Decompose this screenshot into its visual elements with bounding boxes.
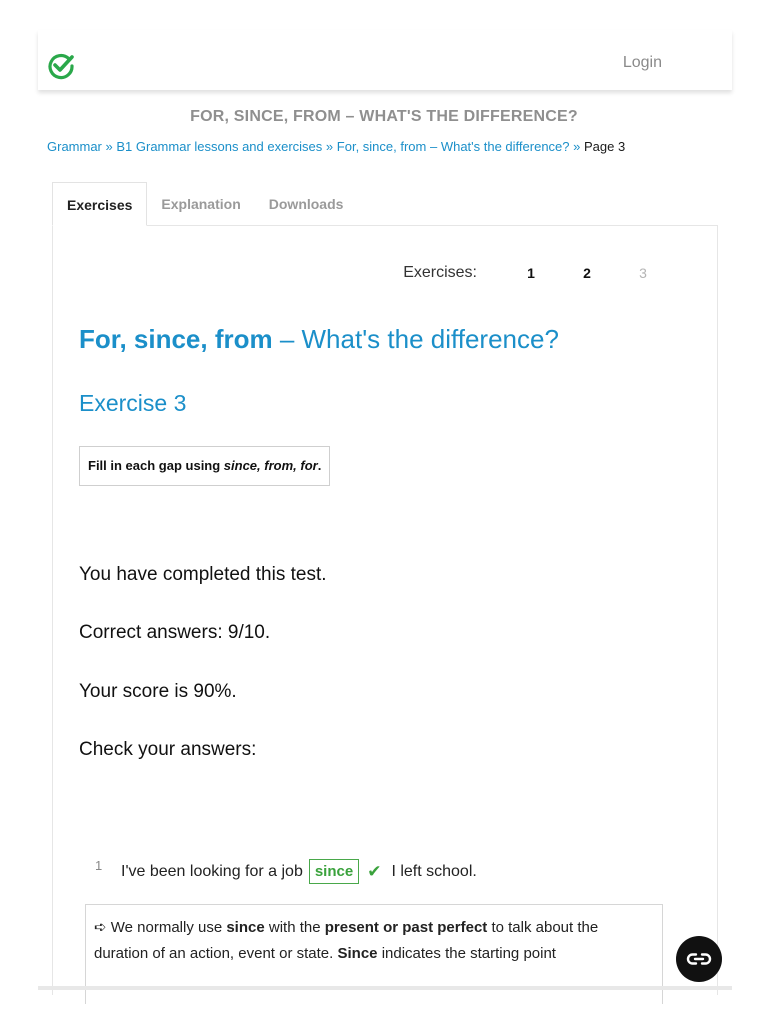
breadcrumb-separator: »: [573, 139, 581, 154]
tab-downloads[interactable]: Downloads: [268, 196, 344, 212]
explanation-text: to talk about the duration of an action, event or state.: [94, 919, 599, 962]
exercise-panel: [52, 225, 718, 995]
breadcrumb-separator: »: [105, 139, 113, 154]
instruction-prefix: Fill in each gap using: [88, 458, 224, 473]
floating-action-button[interactable]: [676, 936, 722, 982]
explanation-bold: present or past perfect: [324, 919, 488, 936]
question-text-after: I left school.: [391, 862, 477, 880]
result-score: Your score is 90%.: [79, 681, 237, 702]
page-title: FOR, SINCE, FROM – WHAT'S THE DIFFERENCE?: [190, 108, 578, 125]
breadcrumb-lesson[interactable]: For, since, from – What's the difference?: [336, 139, 570, 154]
question-number: 1: [95, 858, 103, 873]
explanation-text: indicates the starting point: [377, 945, 556, 962]
breadcrumb-current: Page 3: [584, 139, 626, 154]
breadcrumb: [47, 139, 625, 154]
checkmark-icon: ✔: [367, 861, 382, 881]
result-check: Check your answers:: [79, 739, 257, 760]
explanation-arrow-icon: ➪: [94, 919, 107, 936]
explanation-text: We normally use: [106, 919, 227, 936]
explanation-bold: Since: [337, 945, 378, 962]
exercise-title: Exercise 3: [79, 390, 187, 416]
bottom-divider: [38, 986, 732, 990]
exercise-page-2[interactable]: 2: [583, 265, 591, 281]
exercise-page-1[interactable]: 1: [527, 265, 535, 281]
content-tabs: [52, 182, 357, 226]
tab-explanation[interactable]: Explanation: [161, 196, 241, 212]
explanation-text: with the: [264, 919, 325, 936]
instruction-suffix: .: [317, 458, 322, 473]
exercise-page-3: 3: [639, 265, 647, 281]
lesson-title-bold: For, since, from: [79, 324, 273, 354]
result-completed: You have completed this test.: [79, 564, 327, 585]
infinity-link-icon: [686, 952, 712, 966]
exercise-pagination: [403, 264, 671, 282]
breadcrumb-grammar[interactable]: Grammar: [47, 139, 102, 154]
breadcrumb-separator: »: [325, 139, 334, 154]
login-link[interactable]: Login: [622, 54, 662, 71]
logo-check-circle-icon[interactable]: [46, 50, 76, 80]
result-correct: Correct answers: 9/10.: [79, 622, 271, 643]
tab-exercises[interactable]: Exercises: [52, 182, 147, 226]
site-header: [38, 30, 732, 90]
instruction-box: [79, 446, 330, 486]
question-row: [121, 859, 477, 884]
instruction-words: since, from, for: [223, 458, 318, 473]
lesson-title: [79, 324, 559, 355]
exercise-pagination-label: Exercises:: [403, 264, 477, 281]
answer-box: since: [309, 859, 359, 884]
question-text-before: I've been looking for a job: [121, 862, 303, 880]
breadcrumb-b1-lessons[interactable]: B1 Grammar lessons and exercises: [116, 139, 323, 154]
explanation-bold: since: [226, 919, 265, 936]
lesson-title-rest: – What's the difference?: [272, 324, 559, 354]
